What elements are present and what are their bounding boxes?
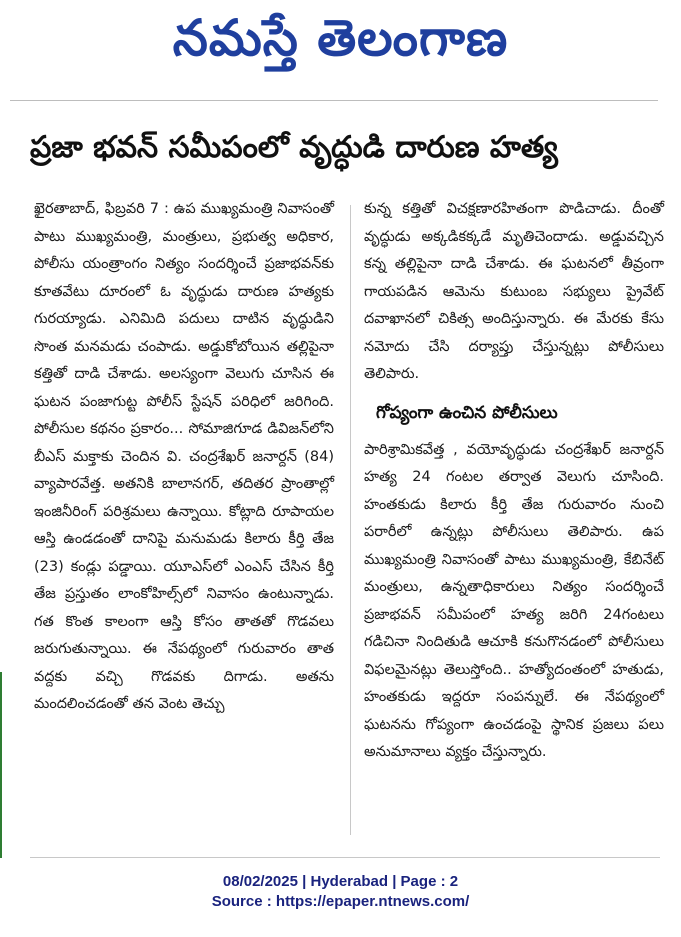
footer-divider xyxy=(30,857,660,858)
footer-source-line: Source : https://epaper.ntnews.com/ xyxy=(211,893,470,910)
masthead-divider xyxy=(10,100,658,101)
newspaper-logo: నమస్తే తెలంగాణ xyxy=(172,9,509,67)
column-divider xyxy=(350,205,351,835)
article-headline: ప్రజా భవన్ సమీపంలో వృద్ధుడి దారుణ హత్య xyxy=(30,130,558,165)
article-subheading: గోప్యంగా ఉంచిన పోలీసులు xyxy=(376,402,558,423)
article-column-right xyxy=(364,196,664,767)
article-column-left xyxy=(34,196,334,719)
footer-date-line: 08/02/2025 | Hyderabad | Page : 2 xyxy=(222,873,459,890)
page-footer xyxy=(0,872,681,912)
margin-marker xyxy=(0,672,2,858)
article-body-right-bottom: పారిశ్రామికవేత్త , వయోవృద్ధుడు చంద్రశేఖర్ జనార్దన్ హత్య 24 గంటల తర్వాత వెలుగు చూసింది. హంతకుడు కిలారు కీర్తి తేజ గురువారం నుంచి పరారీలో ఉన్నట్లు పోలీసులు తెలిపారు. ఉప ముఖ్యమంత్రి నివాసంతో పాటు ముఖ్యమంత్రి, కేబినేట్ మంత్రులు, ఉన్నతాధికారులు నిత్యం సందర్శించే ప్రజాభవన్ సమీపంలో హత్య జరిగి 24గంటలు గడిచినా నిందితుడి ఆచూకి కనుగొనడంలో పోలీసులు విఫలమైనట్లు తెలుస్తోంది.. హత్యోదంతంలో హతుడు, హంతకుడు ఇద్దరూ సంపన్నులే. ఈ నేపథ్యంలో ఘటనను గోప్యంగా ఉంచడంపై స్థానిక ప్రజలు పలు అనుమానాలు వ్యక్తం చేస్తున్నారు. xyxy=(364,441,664,760)
masthead xyxy=(0,0,681,78)
article-body-left: ఖైరతాబాద్, ఫిబ్రవరి 7 : ఉప ముఖ్యమంత్రి నివాసంతో పాటు ముఖ్యమంత్రి, మంత్రులు, ప్రభుత్వ అధికార, పోలీసు యంత్రాంగం నిత్యం సందర్శించే ప్రజాభవన్‌కు కూతవేటు దూరంలో ఓ వృద్ధుడు దారుణ హత్యకు గురయ్యాడు. ఎనిమిది పదులు దాటిన వృద్ధుడిని సొంత మనమడు చంపాడు. అడ్డుకోబోయిన తల్లిపైనా కత్తితో దాడి చేశాడు. అలస్యంగా వెలుగు చూసిన ఈ ఘటన పంజాగుట్ట పోలీస్ స్టేషన్ పరిధిలో జరిగింది. పోలీసుల కథనం ప్రకారం... సోమాజిగూడ డివిజన్‌లోని బీఎస్ మక్తాకు చెందిన వి. చంద్రశేఖర్ జనార్దన్ (84) వ్యాపారవేత్త. అతనికి బాలానగర్, తదితర ప్రాంతాల్లో ఇంజినీరింగ్ పరిశ్రమలు ఉన్నాయి. కోట్లాది రూపాయల ఆస్తి ఉండడంతో దానిపై మనుమడు కిలారు కీర్తి తేజ (23) కండ్లు పడ్డాయి. యూఎస్‌లో ఎంఎస్ చేసిన కీర్తి తేజ ప్రస్తుతం లాంకోహిల్స్‌లో నివాసం ఉంటున్నాడు. గత కొంత కాలంగా ఆస్తి కోసం తాతతో గొడవలు జరుగుతున్నాయి. ఈ నేపథ్యంలో గురువారం తాత వద్దకు వచ్చి గొడవకు దిగాడు. అతను మందలించడంతో తన వెంట తెచ్చు xyxy=(34,201,334,712)
article-body-right-top: కున్న కత్తితో విచక్షణారహితంగా పొడిచాడు. దీంతో వృద్ధుడు అక్కడికక్కడే మృతిచెందాడు. అడ్డువచ్చిన కన్న తల్లిపైనా దాడి చేశాడు. ఈ ఘటనలో తీవ్రంగా గాయపడిన ఆమెను కుటుంబ సభ్యులు ప్రైవేట్ దవాఖానలో చికిత్స అందిస్తున్నారు. ఈ మేరకు కేసు నమోదు చేసి దర్యాప్తు చేస్తున్నట్లు పోలీసులు తెలిపారు. xyxy=(364,201,664,382)
